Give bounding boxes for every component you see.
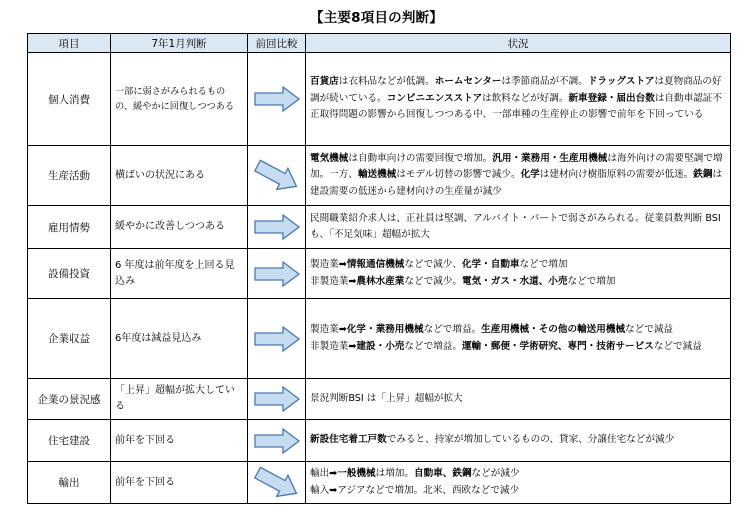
judgment-table: [27, 33, 731, 504]
status-cell: [306, 146, 731, 206]
status-text: は建材向け樹脂原料の需要が低迷。: [539, 169, 694, 181]
status-text: 汎用・業務用・生産用機械: [492, 152, 608, 164]
status-text: 百貨店: [310, 76, 339, 88]
item-cell: 雇用情勢: [28, 206, 111, 249]
status-text: は飲料などが好調。: [482, 92, 569, 104]
status-text: などで増加: [519, 259, 568, 270]
status-text: 民間職業紹介求人は、正社員は堅調、アルバイト・パートで弱さがみられる。従業員数判断 BSIも、「不足気味」超幅が拡大: [310, 212, 721, 240]
status-cell: [306, 462, 731, 504]
status-text: は建設需要の低迷から建材向けの生産量が減少: [310, 169, 723, 197]
item-cell: 設備投資: [28, 249, 111, 299]
status-text: は夏物商品の好調が続いている。: [310, 76, 722, 104]
item-cell: 生産活動: [28, 146, 111, 206]
status-cell: [306, 53, 731, 146]
judgment-cell: 一部に弱さがみられるものの、緩やかに回復しつつある: [111, 53, 248, 146]
right-arrow-icon: [254, 428, 300, 454]
status-text: 一般機械: [337, 468, 376, 479]
status-text: でみると、持家が増加しているものの、貸家、分譲住宅などが減少: [386, 434, 675, 446]
status-text: などで減益: [653, 340, 702, 352]
status-text: 鉄鋼: [693, 169, 713, 181]
status-text: は海外向けの需要堅調で増加。一方、: [310, 152, 723, 181]
item-cell: 企業収益: [28, 299, 111, 379]
comparison-cell: [248, 299, 306, 379]
status-cell: [306, 206, 731, 249]
table-row: [28, 299, 731, 379]
comparison-cell: [248, 206, 306, 249]
status-text: 化学・業務用機械: [346, 324, 424, 335]
status-text: ドラッグストア: [587, 76, 655, 88]
status-text: 非製造業➡: [310, 340, 357, 352]
header-item: 項目: [28, 34, 111, 53]
status-text: 化学: [520, 169, 540, 181]
table-row: [28, 206, 731, 249]
status-text: 景況判断BSI は「上昇」超幅が拡大: [310, 392, 463, 404]
status-text: 電気・ガス・水道、小売: [461, 275, 568, 287]
status-text: コンビニエンスストア: [386, 92, 483, 104]
status-text: などが減少: [471, 468, 520, 479]
status-text: 運輸・郵便・学術研究、専門・技術サービス: [461, 340, 654, 352]
status-text: は自動車向けの需要回復で増加。: [348, 152, 493, 164]
status-text: などで減益: [625, 324, 674, 335]
status-text: 生産用機械・その他の輸送用機械: [481, 324, 626, 335]
header-status: 状況: [306, 34, 731, 53]
status-text: 輸入➡アジアなどで増加。北米、西欧などで減少: [310, 484, 520, 496]
table-row: [28, 249, 731, 299]
status-text: 製造業➡: [310, 259, 347, 270]
comparison-cell: [248, 379, 306, 420]
comparison-cell: [248, 420, 306, 462]
judgment-cell: 前年を下回る: [111, 420, 248, 462]
status-text: 電気機械: [310, 152, 349, 164]
right-arrow-icon: [254, 386, 300, 412]
status-text: などで増益。: [404, 340, 462, 352]
status-text: 非製造業➡: [310, 275, 357, 287]
status-text: などで減少、: [404, 259, 462, 270]
status-text: などで増益。: [423, 324, 482, 335]
judgment-cell: 「上昇」超幅が拡大している: [111, 379, 248, 420]
status-cell: [306, 249, 731, 299]
right-arrow-icon: [254, 261, 300, 287]
status-text: ホームセンター: [434, 76, 502, 88]
judgment-cell: 横ばいの状況にある: [111, 146, 248, 206]
down-right-arrow-icon: [250, 460, 303, 505]
judgment-cell: 6年度は減益見込み: [111, 299, 248, 379]
item-cell: 個人消費: [28, 53, 111, 146]
status-text: 輸送機械: [357, 169, 397, 181]
status-text: 輸出➡: [310, 468, 338, 479]
table-row: [28, 146, 731, 206]
status-text: などで減少。: [404, 275, 462, 287]
status-text: は季節商品が不調。: [501, 76, 588, 88]
status-text: 農林水産業: [356, 275, 405, 287]
comparison-cell: [248, 146, 306, 206]
status-cell: [306, 379, 731, 420]
status-text: 情報通信機械: [346, 259, 405, 270]
status-text: は衣料品などが低調。: [338, 76, 435, 88]
header-judgment: 7年1月判断: [111, 34, 248, 53]
status-cell: [306, 420, 731, 462]
status-text: 自動車、鉄鋼: [413, 468, 472, 479]
status-text: などで増加: [567, 275, 616, 287]
judgment-cell: 緩やかに改善しつつある: [111, 206, 248, 249]
page-title: 【主要8項目の判断】: [310, 10, 443, 26]
right-arrow-icon: [254, 86, 300, 112]
comparison-cell: [248, 462, 306, 504]
table-row: [28, 53, 731, 146]
comparison-cell: [248, 53, 306, 146]
status-text: 建設・小売: [356, 340, 405, 352]
status-text: 新車登録・届出台数: [568, 92, 655, 104]
item-cell: 企業の景況感: [28, 379, 111, 420]
status-text: 化学・自動車: [461, 259, 520, 270]
table-row: [28, 379, 731, 420]
comparison-cell: [248, 249, 306, 299]
judgment-cell: 6 年度は前年度を上回る見込み: [111, 249, 248, 299]
status-text: 製造業➡: [310, 324, 347, 335]
header-row: [28, 34, 731, 53]
header-comparison: 前回比較: [248, 34, 306, 53]
status-text: はモデル切替の影響で減少。: [396, 169, 521, 181]
item-cell: 輸出: [28, 462, 111, 504]
table-row: [28, 420, 731, 462]
right-arrow-icon: [254, 326, 300, 352]
status-text: 新設住宅着工戸数: [310, 434, 387, 446]
right-arrow-icon: [254, 214, 300, 240]
status-cell: [306, 299, 731, 379]
status-text: は増加。: [375, 468, 414, 479]
judgment-cell: 前年を下回る: [111, 462, 248, 504]
down-right-arrow-icon: [250, 153, 303, 198]
table-row: [28, 462, 731, 504]
item-cell: 住宅建設: [28, 420, 111, 462]
status-text: は自動車認証不正取得問題の影響から回復しつつある中、一部車種の生産停止の影響で前年を下回っている: [310, 92, 722, 121]
